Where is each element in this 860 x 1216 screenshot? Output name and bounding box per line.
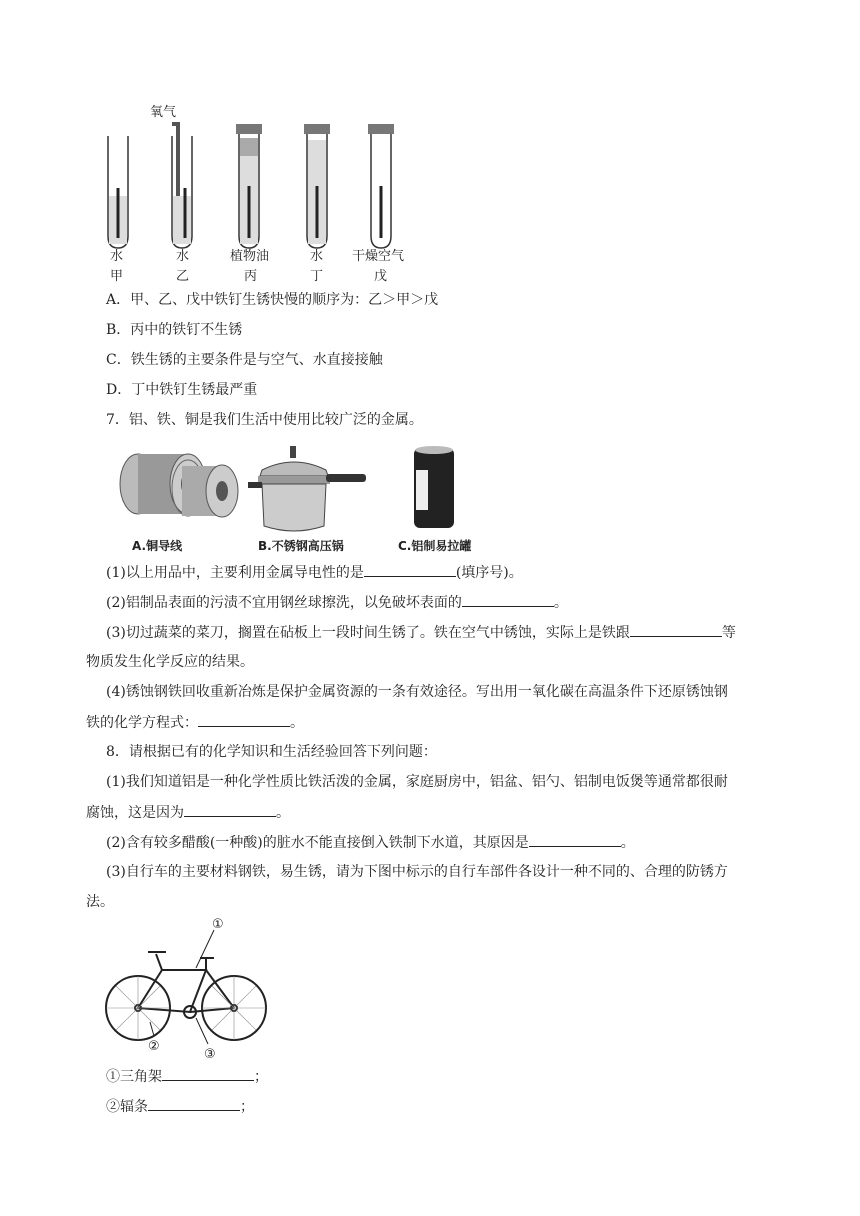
- q7-part1: [106, 562, 523, 583]
- q7-answer-blank-3[interactable]: [630, 622, 722, 637]
- tube-5-name: 戊: [374, 269, 388, 284]
- tube-yi: [172, 136, 192, 248]
- q7-part3-suffix: 等: [721, 625, 736, 641]
- caption-copper-wire: A.铜导线: [132, 539, 183, 553]
- tube-wu: [368, 124, 394, 248]
- q7-part2: [106, 592, 568, 613]
- q7-part3-line2: 物质发生化学反应的结果。: [86, 654, 254, 670]
- q8-part2: [106, 832, 635, 853]
- bike-mark-3: ③: [204, 1047, 216, 1062]
- q7-part1-text: (1)以上用品中，主要利用金属导电性的是: [106, 565, 364, 581]
- q8-answer-blank-2[interactable]: [529, 832, 621, 847]
- q7-part4-suffix: 。: [290, 715, 304, 731]
- q7-part1-suffix: (填序号)。: [455, 565, 523, 581]
- q8-part3-line1: (3)自行车的主要材料钢铁，易生锈，请为下图中标示的自行车部件各设计一种不同的、合理的防锈方: [106, 864, 728, 880]
- q7-stem: 7．铝、铁、铜是我们生活中使用比较广泛的金属。: [106, 412, 423, 428]
- tube-bing: [236, 124, 262, 248]
- aluminum-can-image: [414, 446, 454, 528]
- oxygen-label: 氧气: [150, 105, 177, 120]
- answer-2-suffix: ；: [240, 1099, 254, 1115]
- q7-answer-blank-2[interactable]: [462, 592, 554, 607]
- tube-4-name: 丁: [310, 269, 324, 284]
- tube-ding: [304, 124, 330, 248]
- spokes-answer-blank[interactable]: [148, 1096, 240, 1111]
- q8-part3-line2: 法。: [86, 894, 114, 910]
- q8-part1-suffix: 。: [276, 805, 290, 821]
- option-a: A．甲、乙、戊中铁钉生锈快慢的顺序为：乙＞甲＞戊: [106, 292, 439, 308]
- q8-answer-blank-1[interactable]: [184, 802, 276, 817]
- q8-part1-text: 腐蚀，这是因为: [86, 805, 184, 821]
- bike-mark-2: ②: [148, 1039, 160, 1054]
- q7-part3: [106, 622, 736, 643]
- caption-pressure-cooker: B.不锈钢高压锅: [258, 539, 344, 553]
- q7-part4-text: 铁的化学方程式：: [86, 715, 198, 731]
- tube-jia: [108, 136, 128, 248]
- option-c: C．铁生锈的主要条件是与空气、水直接接触: [106, 352, 383, 368]
- q7-part2-text: (2)铝制品表面的污渍不宜用钢丝球擦洗，以免破坏表面的: [106, 595, 462, 611]
- tube-3-medium: 植物油: [230, 249, 270, 264]
- q7-part4-line1: (4)锈蚀钢铁回收重新冶炼是保护金属资源的一条有效途径。写出用一氧化碳在高温条件下还原锈蚀钢: [106, 684, 728, 700]
- answer-1-suffix: ；: [254, 1069, 268, 1085]
- answer-label-spokes: ②辐条: [106, 1099, 148, 1115]
- tube-2-name: 乙: [176, 269, 190, 284]
- metal-products-figure: [112, 440, 482, 560]
- q8-part2-suffix: 。: [620, 835, 635, 851]
- option-b: B．丙中的铁钉不生锈: [106, 322, 243, 338]
- q8-answer-row-1: [106, 1066, 268, 1087]
- q7-answer-blank-1[interactable]: [364, 562, 456, 577]
- q8-part2-text: (2)含有较多醋酸(一种酸)的脏水不能直接倒入铁制下水道，其原因是: [106, 835, 529, 851]
- q8-answer-row-2: [106, 1096, 254, 1117]
- answer-label-frame: ①三角架: [106, 1069, 162, 1085]
- q7-part3-text: (3)切过蔬菜的菜刀，搁置在砧板上一段时间生锈了。铁在空气中锈蚀，实际上是铁跟: [106, 625, 630, 641]
- bike-mark-1: ①: [212, 917, 224, 932]
- test-tubes-figure: [96, 98, 416, 288]
- tube-3-name: 丙: [244, 269, 258, 284]
- tube-1-name: 甲: [110, 269, 124, 284]
- option-d: D．丁中铁钉生锈最严重: [106, 382, 258, 398]
- q8-part1-line1: (1)我们知道铝是一种化学性质比铁活泼的金属，家庭厨房中，铝盆、铝勺、铝制电饭煲等通常都很耐: [106, 774, 728, 790]
- tube-4-medium: 水: [310, 249, 324, 264]
- bicycle-figure: [104, 912, 274, 1062]
- q7-answer-blank-4[interactable]: [198, 712, 290, 727]
- tube-5-medium: 干燥空气: [352, 249, 405, 264]
- q7-part2-suffix: 。: [553, 595, 568, 611]
- tube-1-medium: 水: [110, 249, 124, 264]
- caption-aluminum-can: C.铝制易拉罐: [398, 539, 472, 553]
- tube-2-medium: 水: [176, 249, 190, 264]
- q8-part1-line2: [86, 802, 290, 823]
- copper-wire-image: [120, 454, 238, 517]
- q8-stem: 8．请根据已有的化学知识和生活经验回答下列问题：: [106, 744, 437, 760]
- q7-part4-line2: [86, 712, 304, 733]
- pressure-cooker-image: [248, 446, 366, 531]
- frame-answer-blank[interactable]: [162, 1066, 254, 1081]
